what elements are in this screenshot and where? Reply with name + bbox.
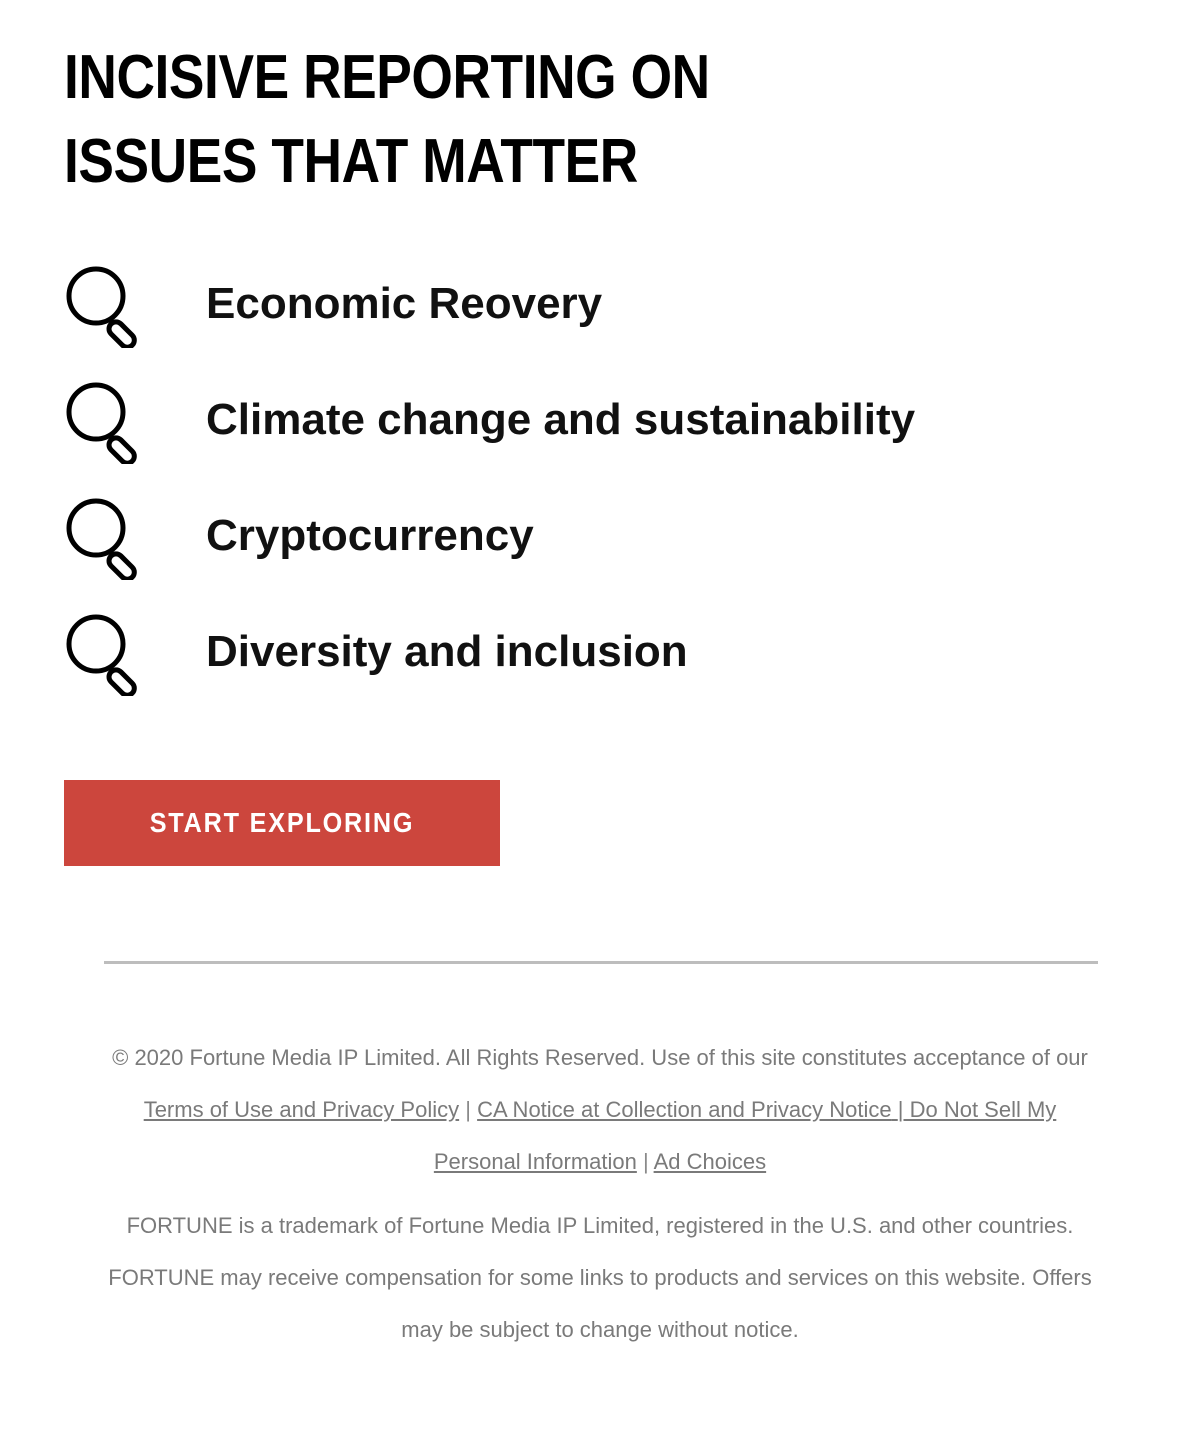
do-not-sell-label: Do Not Sell My Personal Information xyxy=(433,1097,1057,1174)
copyright-notice xyxy=(100,1032,1100,1188)
magnifying-glass-icon xyxy=(64,612,148,696)
topic-label: Economic Reovery xyxy=(206,279,603,328)
magnifying-glass-icon xyxy=(64,264,148,348)
topic-label: Diversity and inclusion xyxy=(206,627,688,676)
magnifying-glass-icon xyxy=(64,496,148,580)
footer-divider xyxy=(104,961,1098,964)
copyright-text: © 2020 Fortune Media IP Limited. All Rights Reserved. Use of this site constitutes acceptance of our xyxy=(112,1045,1088,1070)
link-separator: | xyxy=(642,1149,649,1174)
ad-choices-link[interactable]: Ad Choices xyxy=(653,1149,767,1174)
start-exploring-label: START EXPLORING xyxy=(149,807,415,838)
headline-line-1: INCISIVE REPORTING ON xyxy=(64,43,710,112)
start-exploring-button[interactable] xyxy=(64,780,500,866)
topic-label: Cryptocurrency xyxy=(206,511,534,560)
headline xyxy=(64,36,838,204)
ca-notice-link[interactable]: CA Notice at Collection and Privacy Notice xyxy=(477,1097,892,1122)
link-separator: | xyxy=(465,1097,471,1122)
footer xyxy=(100,1032,1100,1356)
topic-label: Climate change and sustainability xyxy=(206,395,916,444)
terms-of-use-link[interactable]: Terms of Use and Privacy Policy xyxy=(143,1097,460,1122)
magnifying-glass-icon xyxy=(64,380,148,464)
headline-line-2: ISSUES THAT MATTER xyxy=(64,127,638,196)
do-not-sell-separator: | xyxy=(897,1097,904,1122)
trademark-notice: FORTUNE is a trademark of Fortune Media IP Limited, registered in the U.S. and other countries. FORTUNE may receive compensation for some links to products and services on this website. Offers may be subject to change without notice. xyxy=(108,1213,1092,1342)
